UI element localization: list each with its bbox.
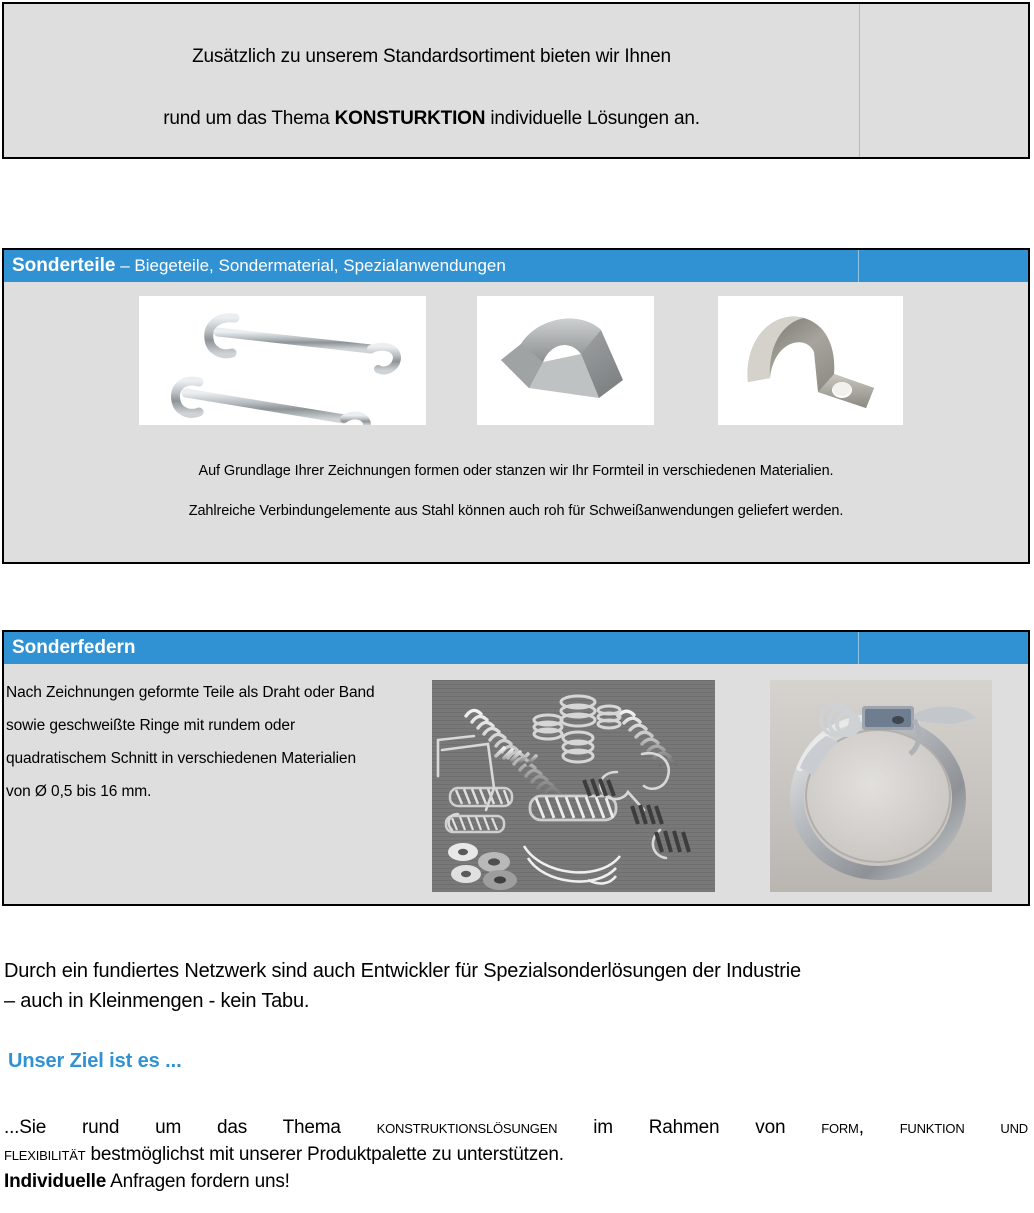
- sonderteile-title: Sonderteile: [12, 255, 116, 276]
- intro-line-1: Zusätzlich zu unserem Standardsortiment bieten wir Ihnen: [192, 46, 671, 67]
- sonderteile-subtitle: – Biegeteile, Sondermaterial, Spezialanwendungen: [115, 256, 506, 275]
- spring-band-clamp-illustration: [770, 680, 992, 892]
- goal-text-d: bestmöglichst mit unserer Produktpalette zu unterstützen.: [85, 1144, 564, 1165]
- goal-heading: Unser Ziel ist es ...: [8, 1050, 182, 1072]
- intro-line-2-prefix: rund um das Thema: [163, 108, 335, 129]
- sonderteile-image-row: [4, 282, 1028, 438]
- sonderfedern-description: [6, 676, 426, 808]
- goal-text-c: ,: [858, 1117, 900, 1138]
- goal-body-line-1: [4, 1114, 1028, 1141]
- sonderfedern-header-text: [12, 636, 136, 660]
- sonderfedern-line-3: quadratischem Schnitt in verschiedenen Materialien: [6, 750, 356, 767]
- closing-paragraph-line-2: – auch in Kleinmengen - kein Tabu.: [4, 990, 310, 1012]
- closing-paragraph-line-1: Durch ein fundiertes Netzwerk sind auch Entwickler für Spezialsonderlösungen der Industrie: [4, 960, 801, 982]
- stamped-saddle-illustration: [477, 296, 654, 425]
- sonderfedern-header-bar: [4, 632, 1028, 664]
- intro-keyword-konsturktion: KONSTURKTION: [334, 108, 486, 129]
- sonderteile-panel: [2, 248, 1030, 564]
- intro-line-2-suffix: individuelle Lösungen an.: [485, 108, 700, 129]
- sonderfedern-header-divider: [858, 632, 859, 664]
- goal-text-b: im Rahmen von: [557, 1117, 822, 1138]
- sonderteile-header-divider: [858, 250, 859, 282]
- intro-line-2: [4, 108, 859, 130]
- sonderteile-caption-2: Zahlreiche Verbindungelemente aus Stahl können auch roh für Schweißanwendungen geliefert werden.: [188, 503, 844, 519]
- spring-assortment-illustration: [432, 680, 715, 892]
- photo-pipe-clamp: [718, 296, 903, 425]
- goal-body-line-3: [4, 1168, 1028, 1195]
- closing-paragraph: [4, 956, 1030, 1016]
- goal-text-a: ...Sie rund um das Thema: [4, 1117, 377, 1138]
- goal-term-funktion-und: funktion und: [899, 1117, 1028, 1138]
- goal-term-individuelle: Individuelle: [4, 1171, 107, 1192]
- sonderteile-header-text: [12, 254, 506, 278]
- sonderfedern-title: Sonderfedern: [12, 637, 136, 658]
- goal-text-e: Anfragen fordern uns!: [106, 1171, 290, 1192]
- goal-term-konstruktionsloesungen: konstruktionslösungen: [376, 1117, 558, 1138]
- sonderfedern-line-2: sowie geschweißte Ringe mit rundem oder: [6, 717, 296, 734]
- photo-stamped-saddle-part: [477, 296, 654, 425]
- pipe-clamp-illustration: [718, 296, 903, 425]
- sonderfedern-line-4: von Ø 0,5 bis 16 mm.: [6, 783, 152, 800]
- intro-column-divider: [859, 4, 860, 157]
- photo-spring-assortment: [432, 680, 715, 892]
- sonderteile-header-bar: [4, 250, 1028, 282]
- photo-spring-band-clamp: [770, 680, 992, 892]
- sonderteile-caption-1: Auf Grundlage Ihrer Zeichnungen formen oder stanzen wir Ihr Formteil in verschiedenen Materialien.: [198, 463, 834, 479]
- goal-term-flexibilitaet: flexibilität: [4, 1144, 86, 1165]
- goal-body-line-2: [4, 1141, 1028, 1168]
- sonderfedern-panel: [2, 630, 1030, 906]
- goal-body: [4, 1114, 1028, 1195]
- intro-banner: [2, 2, 1030, 159]
- photo-bent-wire-hooks: [139, 296, 426, 425]
- bent-wire-hooks-illustration: [139, 296, 426, 425]
- goal-term-form: form: [821, 1117, 859, 1138]
- sonderfedern-line-1: Nach Zeichnungen geformte Teile als Draht oder Band: [6, 684, 375, 701]
